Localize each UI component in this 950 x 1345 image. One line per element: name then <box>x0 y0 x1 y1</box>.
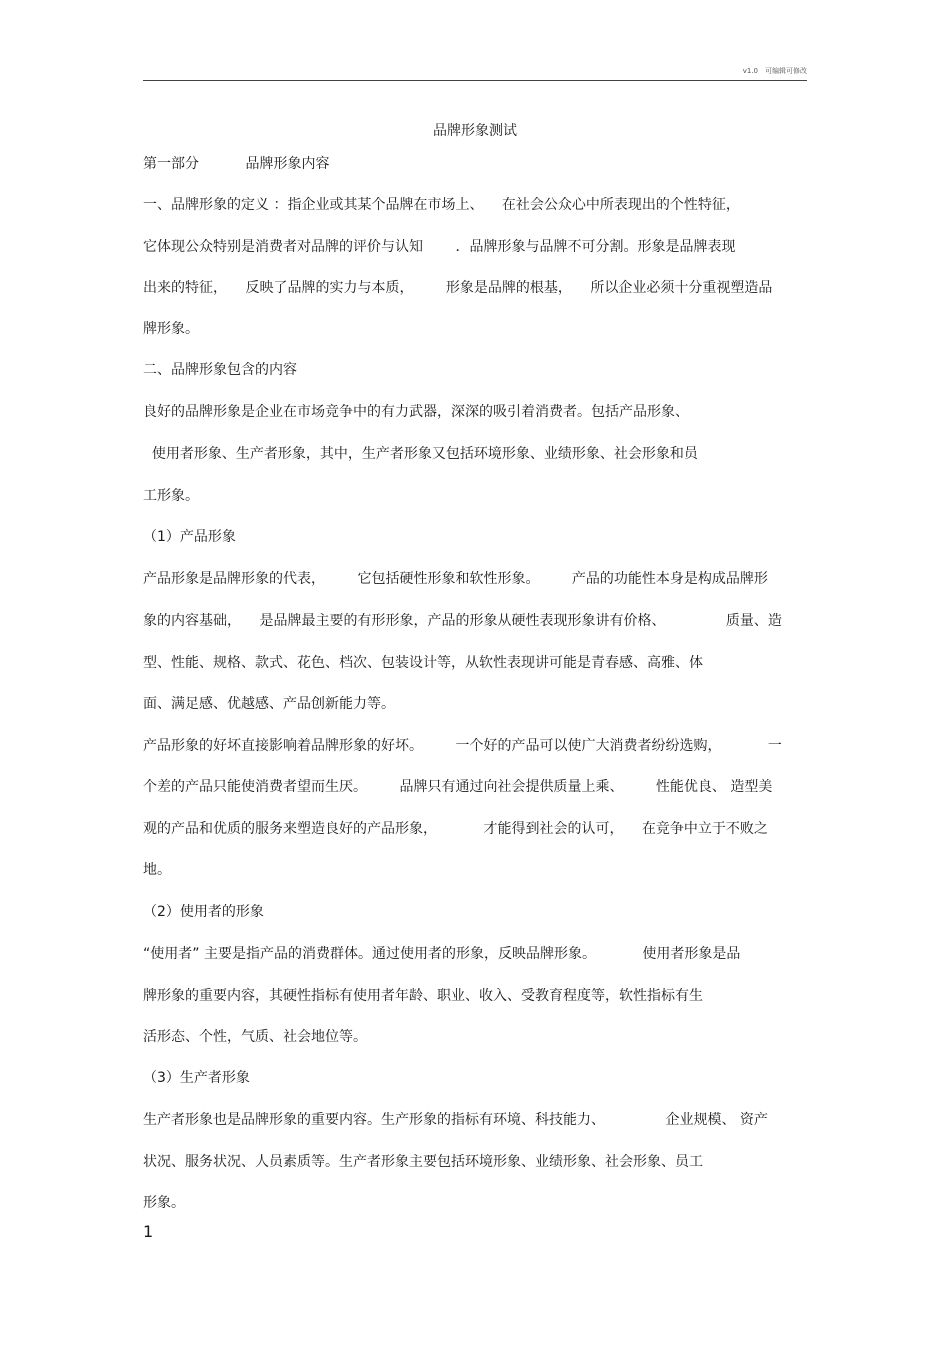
text-line: 产品形象的好坏直接影响着品牌形象的好坏。 一个好的产品可以使广大消费者纷纷选购， 一 <box>143 738 782 754</box>
text-line: 个差的产品只能使消费者望而生厌。 品牌只有通过向社会提供质量上乘、 性能优良、 造型美 <box>143 779 773 795</box>
text-line: 它体现公众特别是消费者对品牌的评价与认知 ．品牌形象与品牌不可分割。形象是品牌表现 <box>143 239 736 255</box>
page-number: 1 <box>143 1222 154 1241</box>
header-rule <box>143 80 807 81</box>
text-line: 工形象。 <box>143 488 199 504</box>
text-line: 使用者形象、生产者形象，其中，生产者形象又包括环境形象、业绩形象、社会形象和员 <box>143 446 698 462</box>
text-line: 观的产品和优质的服务来塑造良好的产品形象， 才能得到社会的认可， 在竞争中立于不败之 <box>143 821 768 837</box>
subsection-heading: （2）使用者的形象 <box>143 904 264 920</box>
subsection-heading: （3）生产者形象 <box>143 1070 250 1086</box>
text-line: 一、品牌形象的定义 ：指企业或其某个品牌在市场上、 在社会公众心中所表现出的个性特征， <box>143 197 740 213</box>
text-line: 牌形象。 <box>143 321 199 337</box>
text-line: “使用者” 主要是指产品的消费群体。通过使用者的形象，反映品牌形象。 使用者形象是品 <box>143 946 741 962</box>
text-line: 状况、服务状况、人员素质等。生产者形象主要包括环境形象、业绩形象、社会形象、员工 <box>143 1154 703 1170</box>
section-heading: 二、品牌形象包含的内容 <box>143 362 297 378</box>
part-heading: 第一部分 品牌形象内容 <box>143 156 330 172</box>
text-line: 良好的品牌形象是企业在市场竞争中的有力武器，深深的吸引着消费者。包括产品形象、 <box>143 404 689 420</box>
document-title: 品牌形象测试 <box>433 123 517 139</box>
text-line: 出来的特征， 反映了品牌的实力与本质， 形象是品牌的根基， 所以企业必须十分重视塑造品 <box>143 280 773 296</box>
text-line: 地。 <box>143 862 171 878</box>
text-line: 形象。 <box>143 1195 185 1211</box>
text-line: 牌形象的重要内容，其硬性指标有使用者年龄、职业、收入、受教育程度等，软性指标有生 <box>143 988 703 1004</box>
text-line: 型、性能、规格、款式、花色、档次、包装设计等，从软性表现讲可能是青春感、高雅、体 <box>143 655 703 671</box>
text-line: 生产者形象也是品牌形象的重要内容。生产形象的指标有环境、科技能力、 企业规模、 资产 <box>143 1112 768 1128</box>
text-line: 活形态、个性，气质、社会地位等。 <box>143 1029 367 1045</box>
subsection-heading: （1）产品形象 <box>143 529 236 545</box>
text-line: 象的内容基础， 是品牌最主要的有形形象，产品的形象从硬性表现形象讲有价格、 质量、造 <box>143 613 782 629</box>
text-line: 面、满足感、优越感、产品创新能力等。 <box>143 696 395 712</box>
text-line: 产品形象是品牌形象的代表， 它包括硬性形象和软性形象。 产品的功能性本身是构成品牌形 <box>143 571 768 587</box>
header-note: v1.0 可编辑可修改 <box>742 67 807 75</box>
